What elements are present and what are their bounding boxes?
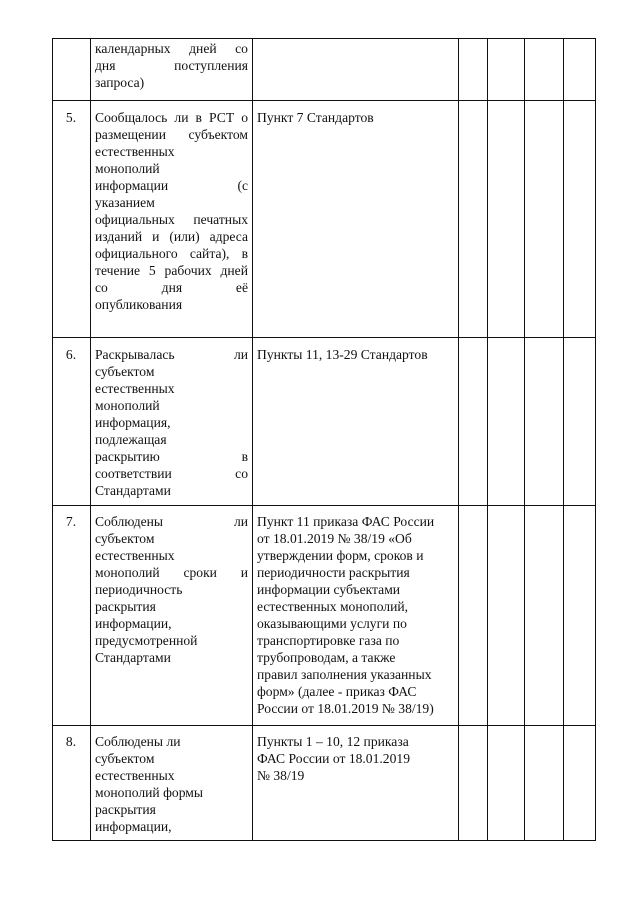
cell-text-line: информации, (95, 616, 172, 631)
cell-text-line: правил заполнения указанных (257, 667, 432, 682)
table-border-line (252, 38, 253, 841)
table-border-line (52, 337, 596, 338)
cell-text-line: раскрытию в (95, 449, 248, 464)
table-border-line (52, 100, 596, 101)
cell-text-line: со дня её (95, 280, 248, 295)
cell-text-line: форм» (далее - приказ ФАС (257, 684, 417, 699)
cell-text-line: субъектом (95, 364, 155, 379)
cell-text-line: изданий и (или) адреса (95, 229, 248, 244)
cell-text-line: раскрытия (95, 802, 156, 817)
cell-text-line: естественных (95, 768, 175, 783)
cell-text-line: опубликования (95, 297, 183, 312)
cell-text-line: Соблюдены ли (95, 734, 181, 749)
cell-text-line: официальных печатных (95, 212, 248, 227)
row-number: 8. (65, 734, 77, 749)
cell-text-line: подлежащая (95, 432, 167, 447)
table-border-line (524, 38, 525, 841)
reference-cell (257, 733, 457, 784)
reference-cell (257, 109, 457, 126)
cell-text-line: периодичность (95, 582, 183, 597)
cell-text-line: информация, (95, 415, 171, 430)
reference-cell (257, 513, 457, 717)
cell-text-line: субъектом (95, 751, 155, 766)
cell-text-line: Стандартами (95, 650, 171, 665)
cell-text-line: монополий (95, 398, 160, 413)
table-border-line (90, 38, 91, 841)
cell-text-line: Сообщалось ли в РСТ о (95, 110, 248, 125)
cell-text-line: монополий (95, 161, 160, 176)
table-border-line (52, 840, 596, 841)
cell-text-line: транспортировке газа по (257, 633, 400, 648)
cell-text-line: Пункт 11 приказа ФАС России (257, 514, 435, 529)
row-number: 5. (65, 110, 77, 125)
cell-text-line: России от 18.01.2019 № 38/19) (257, 701, 434, 716)
cell-text-line: Соблюдены ли (95, 514, 248, 529)
cell-text-line: № 38/19 (257, 768, 305, 783)
table-border-line (458, 38, 459, 841)
table-border-line (52, 38, 596, 39)
table-border-line (487, 38, 488, 841)
cell-text-line: Стандартами (95, 483, 171, 498)
question-cell (95, 733, 248, 835)
cell-text-line: дня поступления (95, 58, 248, 73)
reference-cell (257, 346, 457, 363)
cell-text-line: раскрытия (95, 599, 156, 614)
table-border-line (52, 505, 596, 506)
cell-text-line: монополий формы (95, 785, 204, 800)
cell-text-line: трубопроводам, а также (257, 650, 396, 665)
cell-text-line: Пункты 11, 13-29 Стандартов (257, 347, 428, 362)
table-border-line (595, 38, 596, 841)
cell-text-line: оказывающими услуги по (257, 616, 407, 631)
question-cell (95, 109, 248, 313)
question-cell (95, 346, 248, 499)
cell-text-line: естественных (95, 381, 175, 396)
table-border-line (52, 725, 596, 726)
cell-text-line: утверждении форм, сроков и (257, 548, 424, 563)
cell-text-line: течение 5 рабочих дней (95, 263, 248, 278)
cell-text-line: естественных (95, 144, 175, 159)
cell-text-line: периодичности раскрытия (257, 565, 410, 580)
cell-text-line: Раскрывалась ли (95, 347, 248, 362)
cell-text-line: официального сайта), в (95, 246, 248, 261)
cell-text-line: указанием (95, 195, 155, 210)
cell-text-line: информации (с (95, 178, 248, 193)
cell-text-line: монополий сроки и (95, 565, 248, 580)
cell-text-line: естественных монополий, (257, 599, 409, 614)
question-cell (95, 513, 248, 666)
cell-text-line: размещении субъектом (95, 127, 248, 142)
cell-text-line: соответствии со (95, 466, 248, 481)
cell-text-line: Пункт 7 Стандартов (257, 110, 374, 125)
cell-text-line: субъектом (95, 531, 155, 546)
table-border-line (563, 38, 564, 841)
row-number: 6. (65, 347, 77, 362)
cell-text-line: информации, (95, 819, 172, 834)
cell-text-line: предусмотренной (95, 633, 198, 648)
cell-text-line: естественных (95, 548, 175, 563)
cell-text-line: календарных дней со (95, 41, 248, 56)
cell-text-line: запроса) (95, 75, 145, 90)
cell-text-line: ФАС России от 18.01.2019 (257, 751, 410, 766)
cell-text-line: информации субъектами (257, 582, 401, 597)
row-number: 7. (65, 514, 77, 529)
question-cell (95, 40, 248, 91)
cell-text-line: от 18.01.2019 № 38/19 «Об (257, 531, 412, 546)
table-border-line (52, 38, 53, 841)
cell-text-line: Пункты 1 – 10, 12 приказа (257, 734, 409, 749)
